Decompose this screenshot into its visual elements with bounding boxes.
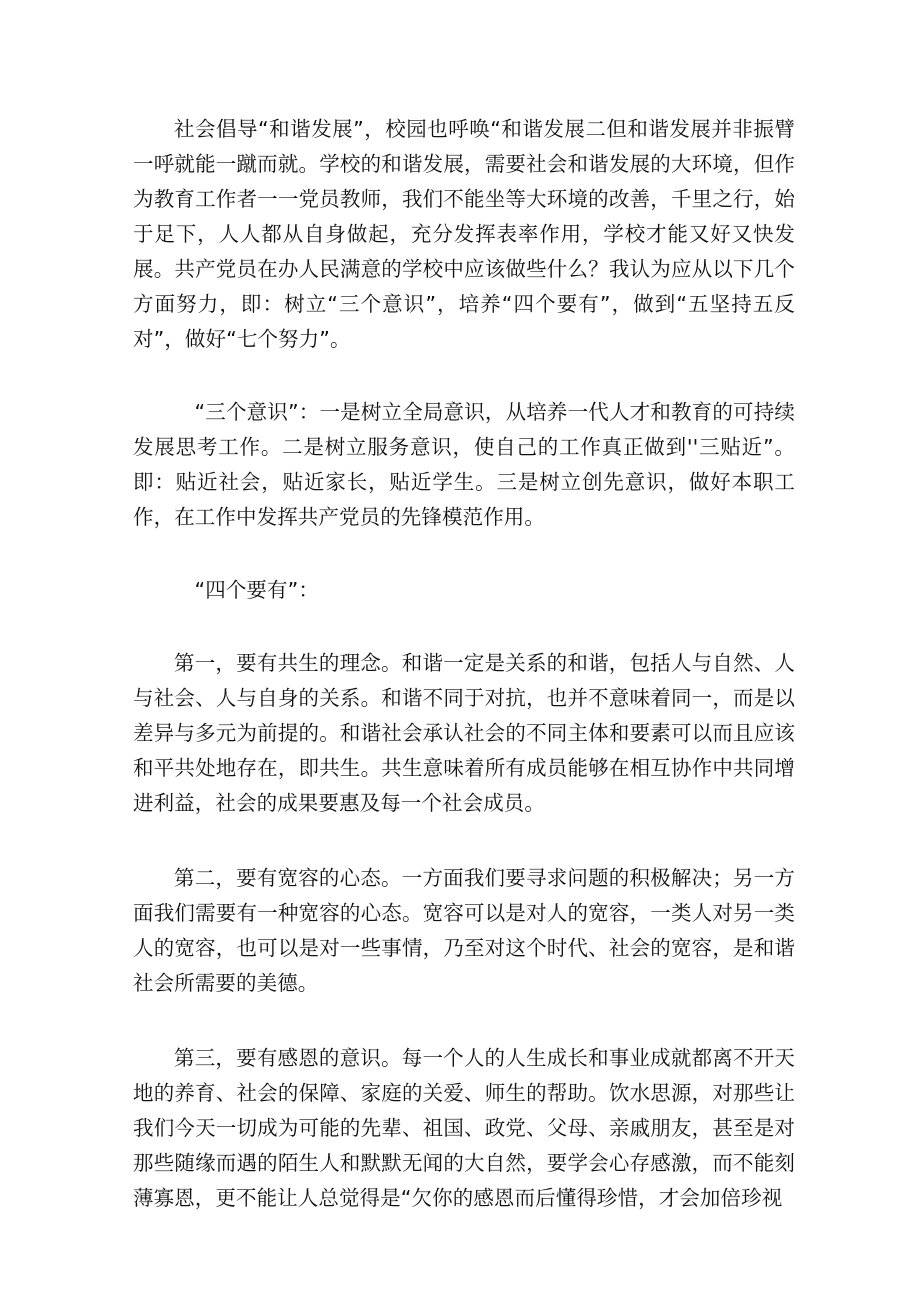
paragraph-spacer	[133, 1001, 795, 1041]
paragraph-spacer	[133, 535, 795, 573]
paragraph-spacer	[133, 357, 795, 395]
paragraph-four-musts-heading: “四个要有”：	[194, 578, 319, 602]
paragraph-spacer	[133, 821, 795, 861]
paragraph-intro: 社会倡导“和谐发展”，校园也呼唤“和谐发展二但和谐发展并非振臂一呼就能一蹴而就。学校的和谐发展，需要社会和谐发展的大环境，但作为教育工作者一一党员教师，我们不能坐等大环境的改善，千里之行，始于足下，人人都从自身做起，充分发挥表率作用，学校才能又好又快发展。共产党员在办人民满意的学校中应该做些什么？我认为应从以下几个方面努力，即：树立“三个意识”，培养“四个要有”，做到“五坚持五反对”，做好“七个努力”。	[133, 117, 795, 351]
paragraph-second-must: 第二，要有宽容的心态。一方面我们要寻求问题的积极解决；另一方面我们需要有一种宽容的心态。宽容可以是对人的宽容，一类人对另一类人的宽容，也可以是对一些事情，乃至对这个时代、社会的宽容，是和谐社会所需要的美德。	[133, 866, 795, 995]
paragraph-third-must: 第三，要有感恩的意识。每一个人的人生成长和事业成就都离不开天地的养育、社会的保障、家庭的关爱、师生的帮助。饮水思源，对那些让我们今天一切成为可能的先辈、祖国、政党、父母、亲戚朋友，甚至是对那些随缘而遇的陌生人和默默无闻的大自然，要学会心存感激，而不能刻薄寡恩，更不能让人总觉得是“欠你的感恩而后懂得珍惜，才会加倍珍视	[133, 1046, 795, 1210]
paragraph-spacer	[133, 608, 795, 646]
document-body	[133, 112, 795, 1216]
paragraph-three-awareness: “三个意识”：一是树立全局意识，从培养一代人才和教育的可持续发展思考工作。二是树立服务意识，使自己的工作真正做到''三贴近”。即：贴近社会，贴近家长，贴近学生。三是树立创先意识，做好本职工作，在工作中发挥共产党员的先锋模范作用。	[133, 400, 795, 529]
paragraph-first-must: 第一，要有共生的理念。和谐一定是关系的和谐，包括人与自然、人与社会、人与自身的关系。和谐不同于对抗，也并不意味着同一，而是以差异与多元为前提的。和谐社会承认社会的不同主体和要素可以而且应该和平共处地存在，即共生。共生意味着所有成员能够在相互协作中共同增进利益，社会的成果要惠及每一个社会成员。	[133, 651, 795, 815]
